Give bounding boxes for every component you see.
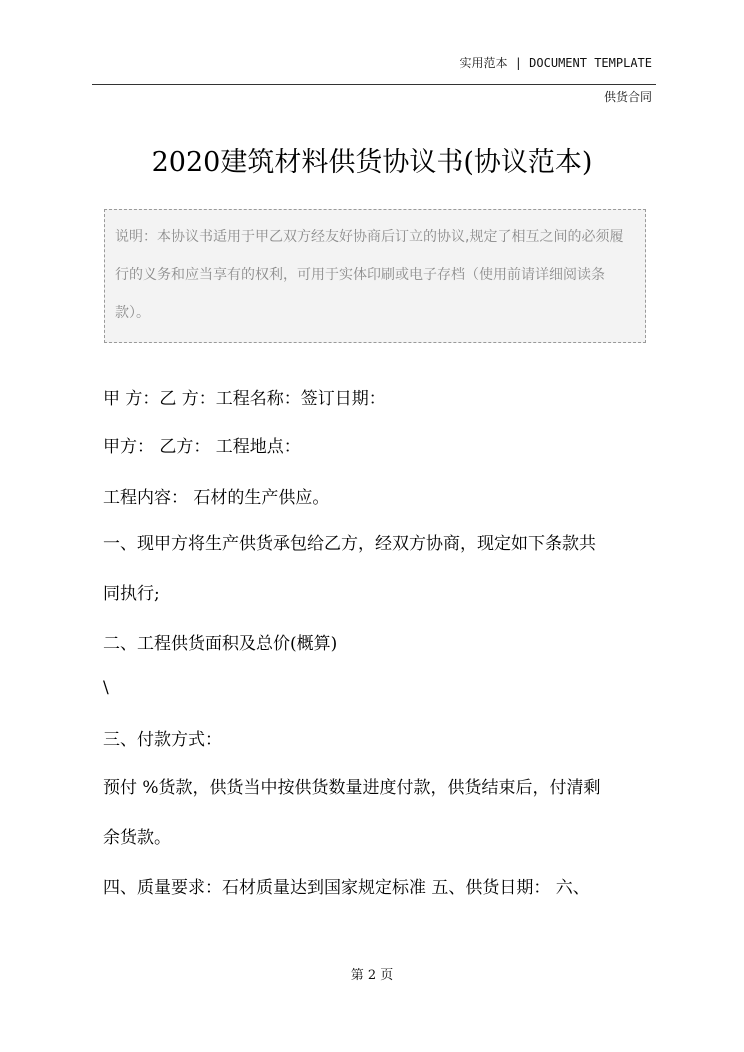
body-line-10: 余货款。 — [103, 828, 171, 848]
document-title: 2020建筑材料供货协议书(协议范本) — [151, 147, 593, 178]
body-line-11: 四、质量要求：石材质量达到国家规定标准 五、供货日期： 六、 — [103, 878, 590, 898]
body-line-4: 一、现甲方将生产供货承包给乙方，经双方协商，现定如下条款共 — [103, 534, 596, 554]
header-divider — [92, 84, 656, 85]
body-line-3: 工程内容： 石材的生产供应。 — [103, 488, 330, 508]
body-line-8: 三、付款方式： — [103, 730, 222, 750]
header-brand: 实用范本 | DOCUMENT TEMPLATE — [459, 56, 652, 70]
body-line-1: 甲 方：乙 方：工程名称：签订日期： — [103, 389, 386, 409]
note-box — [104, 209, 646, 343]
body-line-2: 甲方： 乙方： 工程地点： — [103, 437, 301, 457]
note-text: 说明：本协议书适用于甲乙双方经友好协商后订立的协议,规定了相互之间的必须履行的义务和应当享有的权利，可用于实体印刷或电子存档（使用前请详细阅读条款）。 — [115, 229, 624, 321]
body-line-7: \ — [103, 678, 109, 698]
page-number: 第 2 页 — [350, 968, 394, 983]
body-line-6: 二、工程供货面积及总价(概算) — [103, 634, 338, 654]
header-category: 供货合同 — [603, 90, 652, 104]
body-line-5: 同执行; — [103, 584, 160, 604]
body-line-9: 预付 %货款，供货当中按供货数量进度付款，供货结束后，付清剩 — [103, 778, 601, 798]
